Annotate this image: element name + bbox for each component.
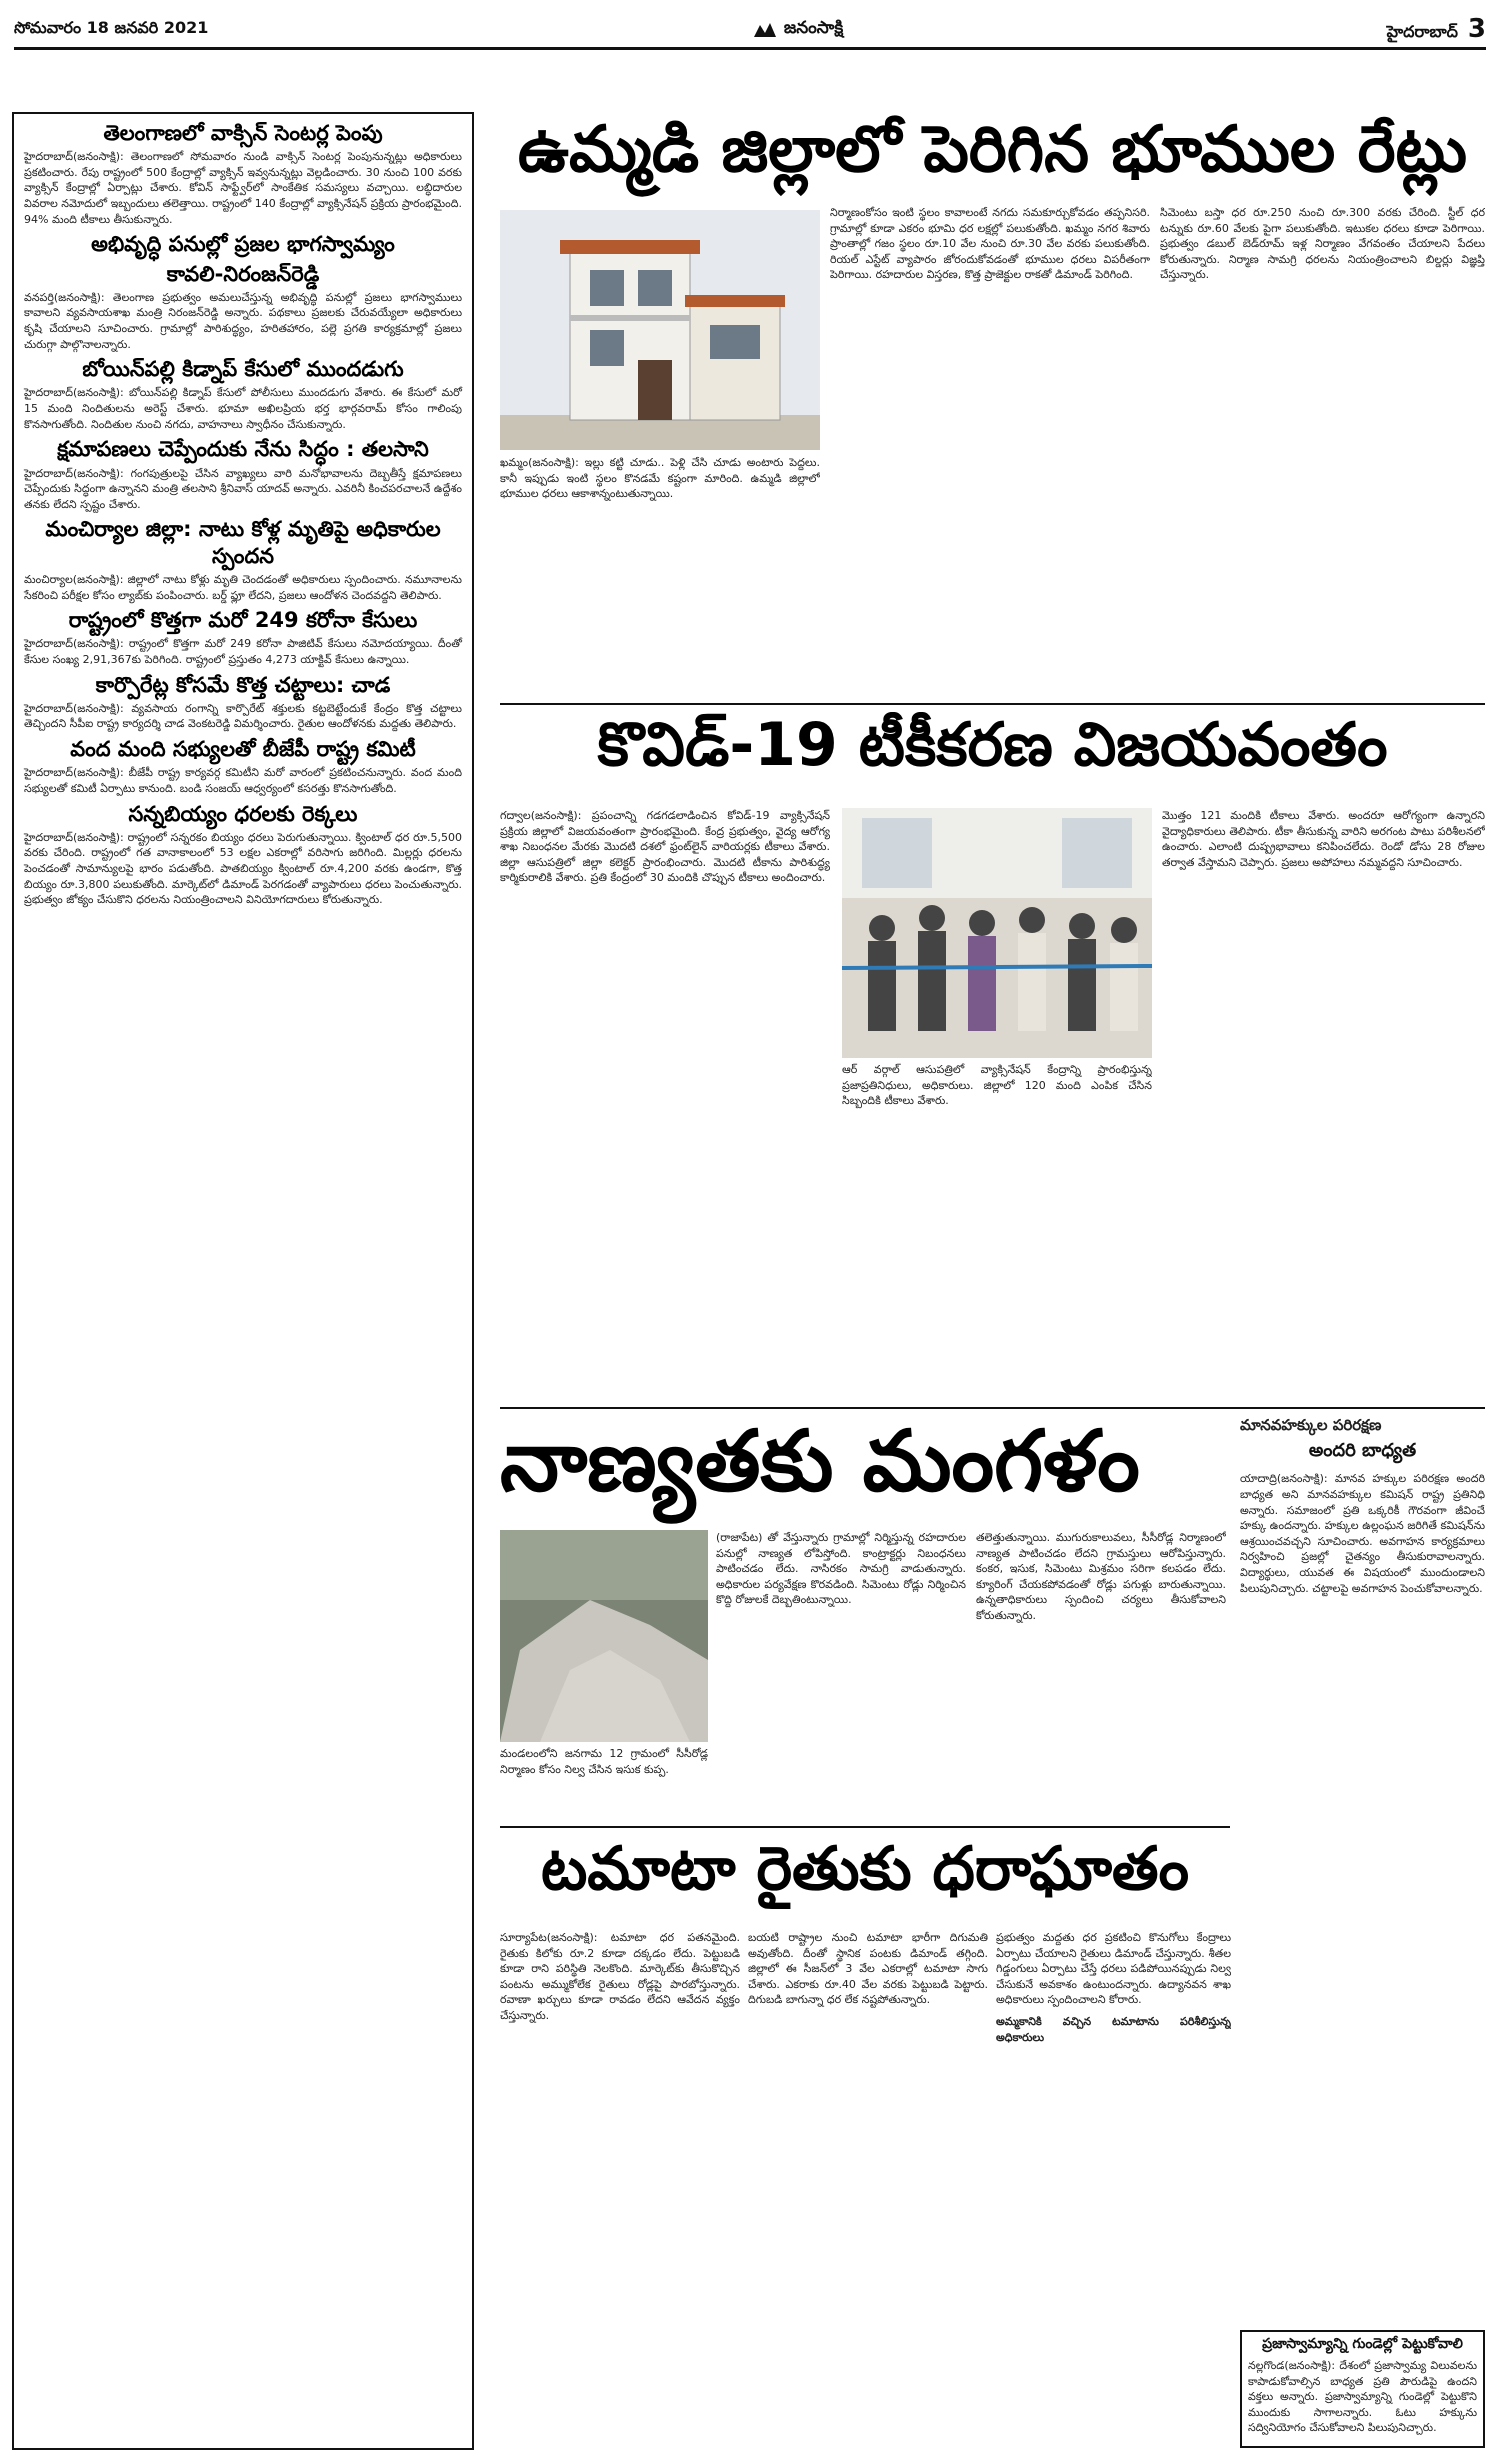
story6-body: నల్లగొండ(జనంసాక్షి): దేశంలో ప్రజాస్వామ్య విలువలను కాపాడుకోవాల్సిన బాధ్యత ప్రతి పౌరుడిపై ఉందని వక్తలు అన్నారు. ప్రజాస్వామ్యాన్ని గుండెల్లో పెట్టుకొని ముందుకు సాగాలన్నారు. ఓటు హక్కును సద్వినియోగం చేసుకోవాలని పిలుపునిచ్చారు. [1248, 2359, 1477, 2435]
brief-headline: రాష్ట్రంలో కొత్తగా మరో 249 కరోనా కేసులు [68, 608, 418, 633]
brief-body: హైదరాబాద్(జనంసాక్షి): బీజేపీ రాష్ట్ర కార్యవర్గ కమిటీని మరో వారంలో ప్రకటించనున్నారు. వంద మంది సభ్యులతో కమిటీ ఏర్పాటు కానుంది. బండి సంజయ్ ఆధ్వర్యంలో కసరత్తు కొనసాగుతోంది. [24, 766, 462, 795]
story5-right-column [996, 1930, 1231, 2445]
story6-headline: ప్రజాస్వామ్యాన్ని గుండెల్లో పెట్టుకోవాలి [1262, 2336, 1463, 2352]
brief-story [24, 607, 462, 667]
sand-pile-illustration [500, 1530, 708, 1742]
brief-body: హైదరాబాద్(జనంసాక్షి): రాష్ట్రంలో కొత్తగా మరో 249 కరోనా పాజిటివ్ కేసులు నమోదయ్యాయి. దీంతో కేసుల సంఖ్య 2,91,367కు పెరిగింది. రాష్ట్రంలో ప్రస్తుతం 4,273 యాక్టివ్ కేసులు ఉన్నాయి. [24, 637, 462, 666]
vaccination-photo [842, 808, 1152, 1058]
story3-column: (రాజాపేట) తో వేస్తున్నారు గ్రామాల్లో నిర్మిస్తున్న రహదారుల పనుల్లో నాణ్యత లోపిస్తోంది. కాంట్రాక్టర్లు నిబంధనలు పాటించడం లేదు. నాసిరకం సామగ్రి వాడుతున్నారు. అధికారుల పర్యవేక్షణ కొరవడింది. సిమెంటు రోడ్లు నిర్మించిన కొద్ది రోజులకే దెబ్బతింటున్నాయి. [716, 1531, 966, 1607]
brief-body: హైదరాబాద్(జనంసాక్షి): బోయిన్‌పల్లి కిడ్నాప్ కేసులో పోలీసులు ముందడుగు వేశారు. ఈ కేసులో మరో 15 మంది నిందితులను అరెస్ట్ చేశారు. భూమా అఖిలప్రియ భర్త భార్గవరామ్ కోసం గాలింపు కొనసాగుతోంది. నిందితుల నుంచి నగదు, వాహనాలు స్వాధీనం చేసుకున్నారు. [24, 386, 462, 431]
story5-column: సూర్యాపేట(జనంసాక్షి): టమాటా ధర పతనమైంది. రైతుకు కిలోకు రూ.2 కూడా దక్కడం లేదు. పెట్టుబడి కూడా రాని పరిస్థితి నెలకొంది. మార్కెట్‌కు తీసుకొచ్చిన పంటను అమ్ముకోలేక రైతులు రోడ్లపై పారబోస్తున్నారు. రవాణా ఖర్చులు కూడా రావడం లేదని ఆవేదన వ్యక్తం చేస్తున్నారు. [500, 1931, 740, 2023]
story3-column: తలెత్తుతున్నాయి. ముగురుకాలువలు, సీసీరోడ్ల నిర్మాణంలో నాణ్యత పాటించడం లేదని గ్రామస్తులు ఆరోపిస్తున్నారు. కంకర, ఇసుక, సిమెంటు మిశ్రమం సరిగా కలపడం లేదు. క్యూరింగ్ చేయకపోవడంతో రోడ్లు పగుళ్లు బారుతున్నాయి. ఉన్నతాధికారులు స్పందించి చర్యలు తీసుకోవాలని కోరుతున్నారు. [976, 1531, 1226, 1623]
city-name: హైదరాబాద్ [1386, 22, 1458, 41]
brand [752, 18, 843, 42]
story6-box [1240, 2330, 1485, 2448]
story5-caption: అమ్మకానికి వచ్చిన టమాటాను పరిశీలిస్తున్న అధికారులు [996, 2015, 1231, 2044]
section-divider [500, 703, 1485, 705]
story5-column: బయటి రాష్ట్రాల నుంచి టమాటా భారీగా దిగుమతి అవుతోంది. దీంతో స్థానిక పంటకు డిమాండ్ తగ్గింది. జిల్లాలో ఈ సీజన్‌లో 3 వేల ఎకరాల్లో టమాటా సాగు చేశారు. ఎకరాకు రూ.40 వేల వరకు పెట్టుబడి పెట్టారు. దిగుబడి బాగున్నా ధర లేక నష్టపోతున్నారు. [748, 1931, 988, 2007]
brief-story [24, 672, 462, 732]
house-illustration [500, 210, 820, 450]
brief-story [24, 231, 462, 352]
brief-body: హైదరాబాద్(జనంసాక్షి): రాష్ట్రంలో సన్నరకం బియ్యం ధరలు పెరుగుతున్నాయి. క్వింటాల్ ధర రూ.5,500 వరకు చేరింది. రాష్ట్రంలో గత వానాకాలంలో 53 లక్షల ఎకరాల్లో వరిసాగు జరిగింది. మిల్లర్లు ధరలను పెంచడంతో సామాన్యులపై భారం పడుతోంది. పాతబియ్యం క్వింటాల్ రూ.4,200 వరకు ఉండగా, కొత్త బియ్యం రూ.3,800 పలుకుతోంది. మార్కెట్‌లో డిమాండ్ పెరగడంతో వ్యాపారులు ధరలు పెంచుతున్నారు. ప్రభుత్వం జోక్యం చేసుకొని ధరలను నియంత్రించాలని వినియోగదారులు కోరుతున్నారు. [24, 830, 462, 907]
brief-body: మంచిర్యాల(జనంసాక్షి): జిల్లాలో నాటు కోళ్లు మృతి చెందడంతో అధికారులు స్పందించారు. నమూనాలను సేకరించి పరీక్షల కోసం ల్యాబ్‌కు పంపించారు. బర్డ్ ఫ్లూ లేదని, ప్రజలు ఆందోళన చెందవద్దని తెలిపారు. [24, 572, 462, 602]
story1-photo-caption: ఖమ్మం(జనంసాక్షి): ఇల్లు కట్టి చూడు.. పెళ్లి చేసి చూడు అంటారు పెద్దలు. కానీ ఇప్పుడు ఇంటి స్థలం కొనడమే కష్టంగా మారింది. ఉమ్మడి జిల్లాలో భూముల ధరలు ఆకాశాన్నంటుతున్నాయి. [500, 456, 820, 501]
brief-story [24, 736, 462, 796]
page-number: 3 [1467, 14, 1486, 44]
brief-story [24, 801, 462, 908]
brief-body: హైదరాబాద్(జనంసాక్షి): తెలంగాణలో సోమవారం నుండి వాక్సిన్ సెంటర్ల పెంపునున్నట్లు అధికారులు ప్రకటించారు. రేపు రాష్ట్రంలో 500 కేంద్రాల్లో వ్యాక్సిన్ ఇవ్వనున్నట్లు వెల్లడించారు. 30 నుంచి 100 వరకు వ్యాక్సిన్ కేంద్రాల్లో ఏర్పాట్లు చేశారు. కోవిన్ సాఫ్ట్వేర్‌లో సాంకేతిక సమస్యలు వచ్చాయి. లబ్ధిదారుల వివరాల నమోదులో ఇబ్బందులు తలెత్తాయి. రాష్ట్రంలో 140 కేంద్రాల్లో వ్యాక్సినేషన్ ప్రక్రియ ప్రారంభమైంది. 94% మంది టీకాలు తీసుకున్నారు. [24, 150, 462, 226]
story3-headline: నాణ్యతకు మంగళం [500, 1415, 1140, 1510]
section-divider [500, 1407, 1485, 1409]
brief-story [24, 436, 462, 512]
story1-headline: ఉమ్మడి జిల్లాలో పెరిగిన భూముల రేట్లు [517, 115, 1468, 187]
section-divider [500, 1826, 1230, 1828]
story4-headline: అందరి బాధ్యత [1308, 1440, 1417, 1462]
story5-headline: టమాటా రైతుకు ధరాఘాతం [540, 1836, 1190, 1904]
sidebar-briefs [12, 112, 474, 2450]
story3-photo-caption: మండలంలోని జనగామ 12 గ్రామంలో సీసీరోడ్ల నిర్మాణం కోసం నిల్వ చేసిన ఇసుక కుప్ప. [500, 1747, 708, 1776]
story4-kicker: మానవహక్కుల పరిరక్షణ [1240, 1416, 1382, 1434]
story2-column: మొత్తం 121 మందికి టీకాలు వేశారు. అందరూ ఆరోగ్యంగా ఉన్నారని వైద్యాధికారులు తెలిపారు. టీకా తీసుకున్న వారిని అరగంట పాటు పరిశీలనలో ఉంచారు. ఎలాంటి దుష్ప్రభావాలు కనిపించలేదు. రెండో డోసు 28 రోజుల తర్వాత వేస్తామని చెప్పారు. ప్రజలు అపోహలు నమ్మవద్దని సూచించారు. [1162, 809, 1485, 869]
brief-story [24, 120, 462, 227]
brief-headline: బోయిన్‌పల్లి కిడ్నాప్ కేసులో ముందడుగు [82, 357, 404, 382]
masthead-right [1387, 14, 1486, 45]
brief-story [24, 516, 462, 603]
brief-headline: తెలంగాణలో వాక్సిన్ సెంటర్ల పెంపు [103, 121, 383, 145]
issue-date: సోమవారం 18 జనవరి 2021 [14, 18, 209, 37]
story1-column: నిర్మాణంకోసం ఇంటి స్థలం కావాలంటే నగదు సమకూర్చుకోవడం తప్పనిసరి. గ్రామాల్లో కూడా ఎకరం భూమి ధర లక్షల్లో పలుకుతోంది. ఖమ్మం నగర శివారు ప్రాంతాల్లో గజం స్థలం రూ.10 వేల నుంచి రూ.30 వేల వరకు పలుకుతోంది. రియల్ ఎస్టేట్ వ్యాపారం జోరందుకోవడంతో భూముల ధరలు విపరీతంగా పెరిగాయి. రహదారుల విస్తరణ, కొత్త ప్రాజెక్టుల రాకతో డిమాండ్ పెరిగింది. [830, 206, 1150, 282]
brief-headline: కార్పొరేట్ల కోసమే కొత్త చట్టాలు: చాడ [95, 672, 391, 697]
story2-headline: కొవిడ్-19 టీకీకరణ విజయవంతం [597, 712, 1388, 780]
brief-subheadline: కావలి-నిరంజన్‌రెడ్డి [166, 261, 320, 286]
brief-headline: సన్నబియ్యం ధరలకు రెక్కలు [128, 801, 358, 826]
brief-headline: మంచిర్యాల జిల్లా: నాటు కోళ్ల మృతిపై అధికారుల స్పందన [45, 517, 441, 568]
sand-pile-photo [500, 1530, 708, 1742]
story4-box [1240, 1415, 1485, 2015]
brief-headline: వంద మంది సభ్యులతో బీజేపీ రాష్ట్ర కమిటీ [70, 737, 416, 762]
brief-story [24, 356, 462, 432]
story2-column: గద్వాల(జనంసాక్షి): ప్రపంచాన్ని గడగడలాడించిన కోవిడ్-19 వ్యాక్సినేషన్ ప్రక్రియ జిల్లాలో విజయవంతంగా ప్రారంభమైంది. కేంద్ర ప్రభుత్వం, వైద్య ఆరోగ్య శాఖ నిబంధనల మేరకు మొదటి దశలో ఫ్రంట్‌లైన్ వారియర్లకు టీకాలు వేశారు. జిల్లా ఆసుపత్రిలో జిల్లా కలెక్టర్ ప్రారంభించారు. మొదటి టీకాను పారిశుద్ధ్య కార్మికురాలికి వేశారు. ప్రతి కేంద్రంలో 30 మందికి చొప్పున టీకాలు అందించారు. [500, 809, 830, 885]
story4-body: యాదాద్రి(జనంసాక్షి): మానవ హక్కుల పరిరక్షణ అందరి బాధ్యత అని మానవహక్కుల కమిషన్ రాష్ట్ర ప్రతినిధి అన్నారు. సమాజంలో ప్రతి ఒక్కరికీ గౌరవంగా జీవించే హక్కు ఉందన్నారు. హక్కుల ఉల్లంఘన జరిగితే కమిషన్‌ను ఆశ్రయించవచ్చని సూచించారు. అవగాహన కార్యక్రమాలు నిర్వహించి ప్రజల్లో చైతన్యం తీసుకురావాలన్నారు. విద్యార్థులు, యువత ఈ విషయంలో ముందుండాలని పిలుపునిచ్చారు. చట్టాలపై అవగాహన పెంచుకోవాలన్నారు. [1240, 1472, 1485, 1595]
story1-column: సిమెంటు బస్తా ధర రూ.250 నుంచి రూ.300 వరకు చేరింది. స్టీల్ ధర టన్నుకు రూ.60 వేలకు పైగా పలుకుతోంది. ఇటుకల ధరలు కూడా పెరిగాయి. ప్రభుత్వం డబుల్ బెడ్‌రూమ్ ఇళ్ల నిర్మాణం వేగవంతం చేయాలని పేదలు కోరుతున్నారు. నిర్మాణ సామగ్రి ధరలను నియంత్రించాలని బిల్డర్లు విజ్ఞప్తి చేస్తున్నారు. [1160, 206, 1485, 282]
brief-headline: క్షమాపణలు చెప్పేందుకు నేను సిద్ధం : తలసాని [57, 437, 429, 462]
brief-body: హైదరాబాద్(జనంసాక్షి): గంగపుత్రులపై చేసిన వ్యాఖ్యలు వారి మనోభావాలను దెబ్బతీస్తే క్షమాపణలు చెప్పేందుకు సిద్ధంగా ఉన్నానని మంత్రి తలసాని శ్రీనివాస్ యాదవ్ అన్నారు. ఎవరినీ కించపరచాలనే ఉద్దేశం తనకు లేదని స్పష్టం చేశారు. [24, 466, 462, 511]
ribbon-cutting-illustration [842, 808, 1152, 1058]
brand-name: జనంసాక్షి [783, 17, 844, 38]
brief-body: హైదరాబాద్(జనంసాక్షి): వ్యవసాయ రంగాన్ని కార్పొరేట్ శక్తులకు కట్టబెట్టేందుకే కేంద్రం కొత్త చట్టాలు తెచ్చిందని సీపీఐ రాష్ట్ర కార్యదర్శి చాడ వెంకటరెడ్డి విమర్శించారు. రైతుల ఆందోళనకు మద్దతు తెలిపారు. [24, 701, 462, 731]
brief-body: వనపర్తి(జనంసాక్షి): తెలంగాణ ప్రభుత్వం అమలుచేస్తున్న అభివృద్ధి పనుల్లో ప్రజలు భాగస్వాములు కావాలని వ్యవసాయశాఖ మంత్రి నిరంజన్‌రెడ్డి అన్నారు. పథకాలు ప్రజలకు చేరువయ్యేలా అధికారులు కృషి చేయాలని సూచించారు. గ్రామాల్లో పారిశుద్ధ్యం, హరితహారం, పల్లె ప్రగతి కార్యక్రమాల్లో ప్రజలు చురుగ్గా పాల్గొనాలన్నారు. [24, 290, 462, 351]
story2-photo-caption: ఆర్ వర్గాల్ ఆసుపత్రిలో వ్యాక్సినేషన్ కేంద్రాన్ని ప్రారంభిస్తున్న ప్రజాప్రతినిధులు, అధికారులు. జిల్లాలో 120 మంది ఎంపిక చేసిన సిబ్బందికి టీకాలు వేశారు. [842, 1063, 1152, 1108]
story5-body: ప్రభుత్వం మద్దతు ధర ప్రకటించి కొనుగోలు కేంద్రాలు ఏర్పాటు చేయాలని రైతులు డిమాండ్ చేస్తున్నారు. శీతల గిడ్డంగులు ఏర్పాటు చేస్తే ధరలు పడిపోయినప్పుడు నిల్వ చేసుకునే అవకాశం ఉంటుందన్నారు. ఉద్యానవన శాఖ అధికారులు స్పందించాలని కోరారు. [996, 1931, 1231, 2007]
brief-headline: అభివృద్ధి పనుల్లో ప్రజల భాగస్వామ్యం [91, 232, 395, 257]
house-photo [500, 210, 820, 450]
brand-logo-icon [752, 21, 778, 39]
masthead [14, 12, 1486, 50]
